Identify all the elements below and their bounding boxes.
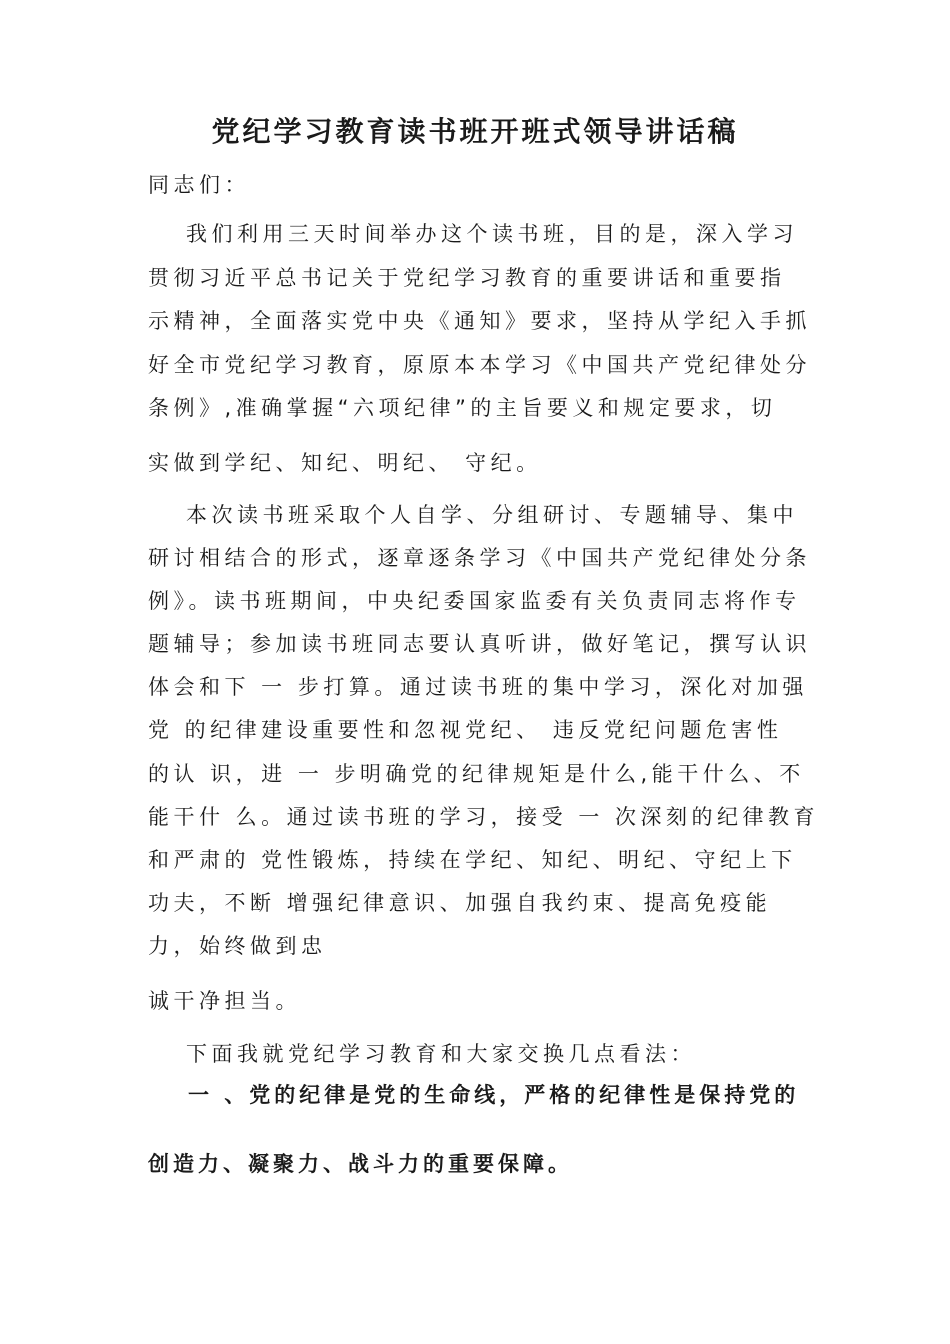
paragraph-line: 的认 识，进 一 步明确党的纪律规矩是什么,能干什么、不 — [148, 762, 805, 786]
paragraph-line: 力，始终做到忠 — [148, 934, 327, 958]
paragraph-line: 好全市党纪学习教育，原原本本学习《中国共产党纪律处分 — [148, 353, 811, 377]
section-heading: 创造力、凝聚力、战斗力的重要保障。 — [148, 1152, 573, 1176]
document-title: 党纪学习教育读书班开班式领导讲话稿 — [211, 115, 739, 148]
paragraph-line: 功夫，不断 增强纪律意识、加强自我约束、提高免疫能 — [148, 891, 772, 915]
paragraph-line: 示精神，全面落实党中央《通知》要求，坚持从学纪入手抓 — [148, 309, 811, 333]
paragraph-line: 下面我就党纪学习教育和大家交换几点看法： — [186, 1042, 696, 1066]
section-heading: 一 、党的纪律是党的生命线，严格的纪律性是保持党的 — [188, 1083, 800, 1107]
paragraph-line: 研讨相结合的形式，逐章逐条学习《中国共产党纪律处分条 — [148, 546, 811, 570]
paragraph-line: 和严肃的 党性锻炼，持续在学纪、知纪、明纪、守纪上下 — [148, 848, 797, 872]
paragraph-line: 例》。读书班期间，中央纪委国家监委有关负责同志将作专 — [148, 589, 801, 613]
paragraph-line: 本次读书班采取个人自学、分组研讨、专题辅导、集中 — [186, 503, 798, 527]
paragraph-line: 我们利用三天时间举办这个读书班，目的是，深入学习 — [186, 222, 798, 246]
paragraph-line: 实做到学纪、知纪、明纪、 守纪。 — [148, 451, 542, 475]
paragraph-line: 条例》,准确掌握“六项纪律”的主旨要义和规定要求，切 — [148, 396, 777, 420]
paragraph-line: 党 的纪律建设重要性和忽视党纪、 违反党纪问题危害性 — [148, 718, 783, 742]
paragraph-line: 题辅导；参加读书班同志要认真听讲，做好笔记，撰写认识 — [148, 632, 811, 656]
paragraph-line: 体会和下 一 步打算。通过读书班的集中学习，深化对加强 — [148, 675, 808, 699]
paragraph-line: 诚干净担当。 — [148, 989, 301, 1013]
salutation: 同志们： — [148, 173, 250, 197]
paragraph-line: 能干什 么。通过读书班的学习，接受 一 次深刻的纪律教育 — [148, 805, 820, 829]
paragraph-line: 贯彻习近平总书记关于党纪学习教育的重要讲话和重要指 — [148, 266, 786, 290]
